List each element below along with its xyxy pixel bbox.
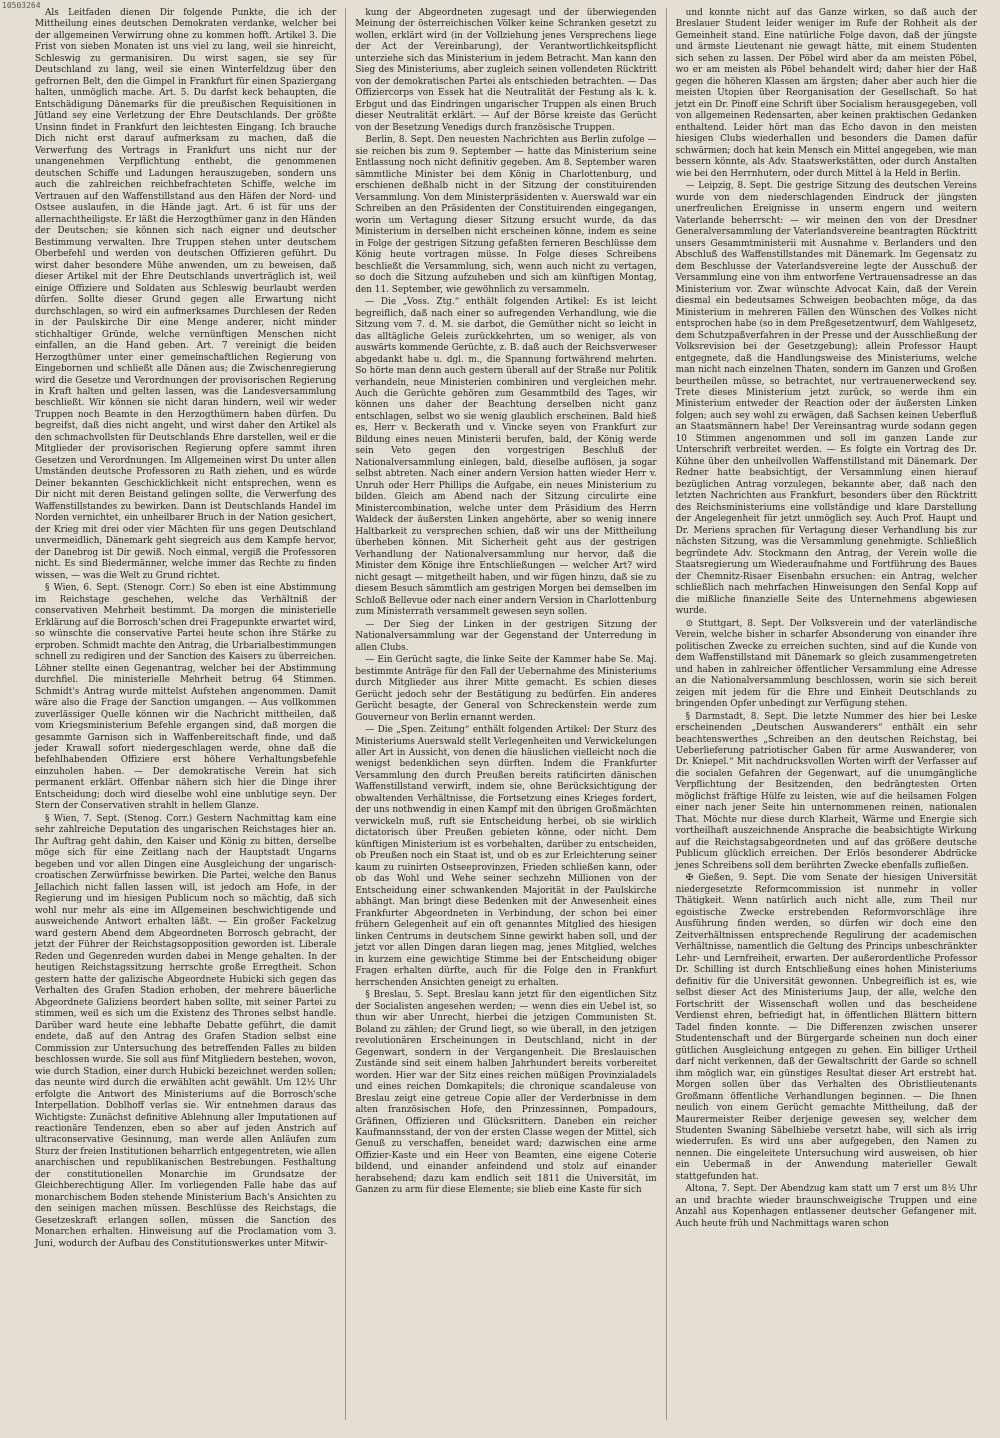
- paragraph: kung der Abgeordneten zugesagt und der überwiegenden Meinung der österreichischen Völker keine Schranken gesetzt zu wollen, erklärt wird (in der Vollziehung jenes Versprechens liege der Act der Vereinbarung), der Verantwortlichkeitspflicht unterziehe sich das Ministerium in jedem Betracht. Man kann den Sieg des Ministeriums, aber zugleich seinen vollendeten Rücktritt von der demokratischen Partei als entschieden betrachten. — Das Offiziercorps von Essek hat die Neutralität der Festung als k. k. Erbgut und das Eindringen ungarischer Truppen als einen Bruch dieser Neutralität erklärt. — Auf der Börse kreiste das Gerücht von der Besetzung Venedigs durch französische Truppen.: [355, 8, 657, 133]
- paragraph: — Der Sieg der Linken in der gestrigen Sitzung der Nationalversammlung war der Gegenstand der Unterredung in allen Clubs.: [355, 619, 657, 653]
- paragraph: — Ein Gerücht sagte, die linke Seite der Kammer habe Se. Maj. bestimmte Anträge für den Fall der Uebernahme des Ministeriums durch Mitglieder aus ihrer Mitte gemacht. Es schien dieses Gerücht jedoch sehr der Bestätigung zu bedürfen. Ein anderes Gerücht besagte, der General von Schreckenstein werde zum Gouverneur von Berlin ernannt werden.: [355, 655, 657, 723]
- column-2: [346, 8, 666, 1420]
- paragraph: — Leipzig, 8. Sept. Die gestrige Sitzung des deutschen Vereins wurde von dem niederschlagenden Eindruck der jüngsten unerfreulichen Ereignisse in unserm engern und weitern Vaterlande beherrscht: — wir meinen den von der Dresdner Generalversammlung der Vaterlandsvereine beantragten Rücktritt unsers Gesammtministerii mit Ausnahme v. Berlanders und den Abschluß des Waffenstillstandes mit Dänemark. Im Gegensatz zu dem Beschlusse der Vaterlandsvereine legte der Ausschuß der Versammlung eine von ihm entworfene Vertrauensadresse an das Ministerium vor. Zwar wünschte Advocat Kain, daß der Verein diesmal ein bedeutsames Schweigen beobachten möge, da das Ministerium in mehreren Fällen den Wünschen des Volkes nicht entsprochen habe (so in dem Preßgesetzentwurf, dem Wahlgesetz, dem Schutzpaßverfahren in der Presse und der Ausschließung der Volksrevision bei der Gesetzgebung); allein Professor Haupt entgegnete, daß die Handlungsweise des Ministeriums, welche man nicht nach einzelnen Thaten, sondern im Ganzen und Großen beurtheilen müsse, so betrachtet, nur vertrauenerweckend sey. Trete dieses Ministerium jetzt zurück, so werde ihm ein Ministerium entweder der Reaction oder der äußersten Linken folgen; auch sey wohl zu erwägen, daß Sachsen keinen Ueberfluß an Staatsmännern habe! Der Vereinsantrag wurde sodann gegen 10 Stimmen angenommen und soll im ganzen Lande zur Unterschrift verbreitet werden. — Es folgte ein Vortrag des Dr. Kühne über den unheilvollen Waffenstillstand mit Dänemark. Der Redner hatte beabsichtigt, der Versammlung einen hierauf bezüglichen Antrag vorzulegen, bekannte aber, daß nach den letzten Nachrichten aus Frankfurt, besonders über den Rücktritt des Reichsministeriums eine vollständige und klare Darstellung der Angelegenheit für jetzt unmöglich sey. Auch Prof. Haupt und Dr. Meriens sprachen für Vertagung dieser Verhandlung bis zur nächsten Sitzung, was die Versammlung genehmigte. Schließlich begründete Adv. Stockmann den Antrag, der Verein wolle die Staatsregierung um Wiederaufnahme und Fortführung des Baues der Chemnitz-Risaer Eisenbahn ersuchen: ein Antrag, welcher schließlich nach mehrfachen Hinweisungen den Senfal Kopp auf die mißliche finanzielle Seite des Unternehmens abgewiesen wurde.: [675, 181, 977, 617]
- paragraph: ⊙ Stuttgart, 8. Sept. Der Volksverein und der vaterländische Verein, welche bisher in scharfer Absonderung von einander ihre politischen Zwecke zu erreichen suchten, sind auf die Kunde von dem Waffenstillstand mit Dänemark so gleich zusammengetreten und haben in zahlreicher öffentlicher Versammlung eine Adresse an die Nationalversammlung beschlossen, worin sie sich bereit zeigen mit jedem für die Ehre und Einheit Deutschlands zu bringenden Opfer unbedingt zur Verfügung stehen.: [675, 618, 977, 710]
- paragraph: § Darmstadt, 8. Sept. Die letzte Nummer des hier bei Leske erscheinenden „Deutschen Auswanderers“ enthält ein sehr beachtenswerthes „Schreiben an den deutschen Reichstag, bei Ueberlieferung patriotischer Gaben für arme Auswanderer, von Dr. Kniepel.“ Mit nachdrucksvollen Worten wirft der Verfasser auf die socialen Gefahren der Gegenwart, auf die unumgängliche Verpflichtung der Besitzenden, den bedrängtesten Orten möglichst fräftige Hülfe zu leisten, wie auf die heilsamen Folgen einer nach jener Seite hin unternommenen reinen, nationalen That. Möchte nur diese durch Klarheit, Wärme und Energie sich vortheilhaft auszeichnende Ansprache die beabsichtigte Wirkung auf die Reichstagsabgeordneten und auf das größere deutsche Publicum glücklich erreichen. Der Erlös besonderer Abdrücke jenes Schreibens soll dem berührten Zwecke ebenfalls zufließen.: [675, 711, 977, 871]
- paragraph: Altona, 7. Sept. Der Abendzug kam statt um 7 erst um 8½ Uhr an und brachte wieder braunschweigische Truppen und eine Anzahl aus Kopenhagen entlassener deutscher Gefangener mit. Auch heute früh und Nachmittags waren schon: [675, 1184, 977, 1229]
- paragraph: — Die „Spen. Zeitung“ enthält folgenden Artikel: Der Sturz des Ministeriums Auerswald stellt Verlegenheiten und Verwickelungen aller Art in Aussicht, von denen die häuslichen vielleicht noch die wenigst bedenklichen seyn dürften. Indem die Frankfurter Versammlung den durch Preußen bereits ratificirten dänischen Waffenstillstand verwirft, indem sie, ohne Berücksichtigung der obwaltenden Verhältnisse, die Fortsetzung eines Krieges fordert, der uns nothwendig in einen Kampf mit den übrigen Großmächten verwickeln muß, ruft sie Entscheidung herbei, ob sie wirklich dictatorisch über Preußen gebieten könne, oder nicht. Dem künftigen Ministerium ist es vorbehalten, darüber zu entscheiden, ob Preußen noch ein Staat ist, und ob es zur Erleichterung seiner kaum zu ruinirten Ostseeprovinzen, Frieden schließen kann, oder ob das Wohl und Wehe seiner sechzehn Millionen von der Entscheidung einer schwankenden Majorität in der Paulskirche abhängt. Man bringt diese Bedenken mit der Anwesenheit eines Frankfurter Abgeordneten in Verbindung, der schon bei einer frühern Gelegenheit auf ein oft genanntes Mitglied des hiesigen linken Centrums in deutschem Sinne gewirkt haben soll, und der jetzt vor allen Dingen daran liegen mag, jenes Mitglied, welches in kurzem eine gewichtige Stimme bei der Entscheidung obiger Fragen erhalten dürfte, auch für die Folge den in Frankfurt herrschenden Ansichten geneigt zu erhalten.: [355, 725, 657, 988]
- paragraph: Als Leitfaden dienen Dir folgende Punkte, die ich der Mittheilung eines deutschen Demokraten verdanke, welcher bei der allgemeinen Verwirrung ohne zu kommen hofft. Artikel 3. Die Frist von sieben Monaten ist uns viel zu lang, weil sie hinreicht, Schleswig zu germanisiren. Du wirst sagen, sie sey für Deutschland zu lang, weil sie einen Winterfeldzug über den gefrornen Belt, den die Gimpel in Frankfurt für einen Spaziergang halten, unmöglich mache. Art. 5. Du darfst keck behaupten, die Entschädigung Dänemarks für die preußischen Requisitionen in Jütland sey eine Verletzung der Ehre Deutschlands. Der größte Unsinn findet in Frankfurt den leichtesten Eingang. Ich brauche Dich nicht erst darauf aufmerksam zu machen, daß die Verwerfung des Vertrags in Frankfurt uns nicht nur der unangenehmen Verpflichtung enthebt, die genommenen deutschen Schiffe und Ladungen herauszugeben, sondern uns auch die zahlreichen reichbefrachteten Schiffe, welche im Vertrauen auf den Waffenstillstand aus den Häfen der Nord- und Ostsee auslaufen, in die Hände jagt. Art. 6 ist für uns der allernachtheiligste. Er läßt die Herzogthümer ganz in den Händen der Deutschen; sie können sich nach eigner und deutscher Bestimmung verwalten. Ihre Truppen stehen unter deutschem Oberbefehl und werden von deutschen Offizieren geführt. Du wirst daher besondere Mühe anwenden, um zu beweisen, daß dieser Artikel mit der Ehre Deutschlands unverträglich ist, weil einige Offiziere und Soldaten aus Schleswig beurlaubt werden dürfen. Sollte dieser Grund gegen alle Erwartung nicht durchschlagen, so wird ein aufmerksames Durchlesen der Reden in der Paulskirche Dir eine Menge anderer, nicht minder stichhaltiger Gründe, welche vernünftigen Menschen nicht einfallen, an die Hand geben. Art. 7 vereinigt die beiden Herzogthümer unter einer gemeinschaftlichen Regierung von Eingebornen und schließt alle Dänen aus; die Zwischenregierung wird die Gesetze und Verordnungen der provisorischen Regierung in Kraft halten und gelten lassen, was die Landesversammlung beschließt. Wir können sie nicht daran hindern, weil wir weder Truppen noch Beamte in den Herzogthümern haben dürfen. Du begreifst, daß dies nicht angeht, und wirst daher den Artikel als den schmachvollsten für Deutschlands Ehre darstellen, weil er die Mitglieder der provisorischen Regierung opfere sammt ihren Gesetzen und Verordnungen. Im Allgemeinen wirst Du unter allen Umständen deutsche Professoren zu Rath ziehen, und es würde Deiner bekannten Geschicklichkeit nicht entsprechen, wenn es Dir nicht mit deren Beistand gelingen sollte, die Verwerfung des Waffenstillstandes zu bewirken. Dann ist Deutschlands Handel im Norden vernichtet, ein unheilbarer Bruch in der Nation gesichert, der Krieg mit drei oder vier Mächten für uns gegen Deutschland unvermeidlich, Dänemark geht siegreich aus dem Kampfe hervor, der Danebrog ist Dir gewiß. Noch einmal, vergiß die Professoren nicht. Es sind Biedermänner, welche immer das Rechte zu finden wissen, — was die Welt zu Grund richtet.: [35, 8, 337, 581]
- paragraph: § Wien, 7. Sept. (Stenog. Corr.) Gestern Nachmittag kam eine sehr zahlreiche Deputation des ungarischen Reichstages hier an. Ihr Auftrag geht dahin, den Kaiser und König zu bitten, derselbe möge sich für eine Zeitlang nach der Hauptstadt Ungarns begeben und vor allen Dingen eine Ausgleichung der ungarisch-croatischen Zerwürfnisse bewirken. Die Partei, welche den Banus Jellachich nicht fallen lassen will, ist jedoch am Hofe, in der Regierung und im hiesigen Publicum noch so mächtig, daß sich wohl nur mehr als eine im Allgemeinen beschwichtigende und ausweichende Antwort erhalten läßt. — Ein großer Fackelzug ward gestern Abend dem Abgeordneten Borrosch gebracht, der jetzt der Führer der Reichstagsopposition geworden ist. Liberale Reden und Gegenreden wurden dabei in Menge gehalten. In der heutigen Reichstagssitzung herrschte große Erregtheit. Schon gestern hatte der galizische Abgeordnete Hubicki sich gegen das Verhalten des Grafen Stadion erhoben, der mehrere bäuerliche Abgeordnete Galiziens beordert haben sollte, mit seiner Partei zu stimmen, weil es sich um die Existenz des Thrones selbst handle. Darüber ward heute eine lebhafte Debatte geführt, die damit endete, daß auf den Antrag des Grafen Stadion selbst eine Commission zur Untersuchung des betreffenden Falles zu bilden beschlossen wurde. Sie soll aus fünf Mitgliedern bestehen, wovon, wie durch Stadion, einer durch Hubicki bezeichnet werden sollen; das neunte wird durch die erwählten acht gewählt. Um 12½ Uhr erfolgte die Antwort des Ministeriums auf die Borrosch'sche Interpellation. Doblhoff verlas sie. Wir entnehmen daraus das Wichtigste: Zunächst definitive Ablehnung aller Imputationen auf reactionäre Tendenzen, eben so aber auf jeden Anstrich auf ultraconservative Gesinnung, man werde allen Anläufen zum Sturz der freien Institutionen beharrlich entgegentreten, wie allen anarchischen und republikanischen Bestrebungen. Festhaltung der constitutionellen Monarchie im Grundsatze der Gleichberechtigung Aller. Im vorliegenden Falle habe das auf monarchischem Boden stehende Ministerium Bach's Ansichten zu den seinigen machen müssen. Beschlüsse des Reichstags, die Gesetzeskraft erlangen sollen, müssen die Sanction des Monarchen erhalten. Hinweisung auf die Proclamation vom 3. Juni, wodurch der Aufbau des Constitutionswerkes unter Mitwir-: [35, 813, 337, 1249]
- paragraph: § Wien, 6. Sept. (Stenogr. Corr.) So eben ist eine Abstimmung im Reichstage geschehen, welche das Verhältniß der conservativen Mehrheit bestimmt. Da morgen die ministerielle Erklärung auf die Borrosch'schen drei Fragepunkte erwartet wird, so wünschte die conservative Partei heute schon ihre Stärke zu erproben. Schmidt machte den Antrag, die Urbarialbestimmungen schnell zu redigiren und der Sanction des Kaisers zu überreichen. Löhner stellte einen Gegenantrag, welcher bei der Abstimmung durchfiel. Die ministerielle Mehrheit betrug 64 Stimmen. Schmidt's Antrag wurde mittelst Aufstehen angenommen. Damit wäre also die Frage der Sanction umgangen. — Aus vollkommen zuverlässiger Quelle können wir die Nachricht mittheilen, daß vom Kriegsministerium Befehle ergangen sind, daß morgen die gesammte Garnison sich in Waffenbereitschaft finde, und daß jeder Krawall sofort niedergeschlagen werde, ohne daß die befehlhabenden Offiziere erst höhere Verhaltungsbefehle einzuholen haben. — Der demokratische Verein hat sich permanent erklärt. Offenbar nähern sich hier die Dinge ihrer Entscheidung; doch wird dieselbe wohl eine unblutige seyn. Der Stern der Conservativen strahlt in hellem Glanze.: [35, 583, 337, 812]
- column-1: [26, 8, 346, 1420]
- paragraph: ✠ Gießen, 9. Sept. Die vom Senate der hiesigen Universität niedergesetzte Reformcommission ist nunmehr in voller Thätigkeit. Wenn natürlich auch nicht alle, zum Theil nur egoistische Zwecke erstrebenden Reformvorschläge ihre Ausführung finden werden, so dürfen wir doch eine den Zeitverhältnissen entsprechende Regulirung der academischen Verhältnisse, namentlich die Geltung des Princips unbeschränkter Lehr- und Lernfreiheit, erwarten. Der außerordentliche Professor Dr. Schilling ist durch Entschließung eines hohen Ministeriums definitiv für die Universität gewonnen. Unbegreiflich ist es, wie selbst dieser Act des Ministeriums Jaup, der alle, welche den Fortschritt der Wissenschaft wollen und das bescheidene Verdienst ehren, befriedigt hat, in öffentlichen Blättern bittern Tadel finden konnte. — Die Differenzen zwischen unserer Studentenschaft und der Bürgergarde scheinen nun doch einer gütlichen Ausgleichung entgegen zu gehen. Ein billiger Urtheil darf nicht verkennen, daß der Gewaltschritt der Garde so schnell ihm möglich war, ein günstiges Resultat dieser Art erstrebt hat. Morgen sollen über das Verhalten des Obristlieutenants Großmann öffentliche Verhandlungen beginnen. — Die Ihnen neulich von einem Gerücht gemachte Mittheilung, daß der Maurermeister Reiber derjenige gewesen sey, welcher dem Studenten Swaning Säbelhiebe versetzt habe, will sich als irrig wiederrufen. Es wird uns aber aufgegeben, den Namen zu nennen. Die eingeleitete Untersuchung wird ausweisen, ob hier ein Uebermaß in der Anwendung materieller Gewalt stattgefunden hat.: [675, 873, 977, 1182]
- paragraph: und konnte nicht auf das Ganze wirken, so daß auch der Breslauer Student leider weniger im Rufe der Rohheit als der Gemeinheit stand. Eine natürliche Folge davon, daß der jüngste und ärmste Lieutenant nie gewagt hätte, mit einem Studenten sich sehen zu lassen. Der Pöbel wird aber da am meisten Pöbel, wo er am meisten als Pöbel behandelt wird; daher hier der Haß gegen die höheren Klassen am ärgsten; daher aber auch hier die meisten Utopien über Reorganisation der Gesellschaft. So hat jetzt ein Dr. Pinoff eine Schrift über Socialism herausgegeben, voll von allgemeinen Redensarten, aber keinen praktischen Gedanken enthaltend. Leider hört man das Echo davon in den meisten hiesigen Clubs wiederhallen und besonders die Damen dafür schwärmen; doch hat kein Mensch ein Mittel angegeben, wie man bessern könnte, als Adv. Staatswerkstätten, oder durch Anstalten wie bei den Herrnhutern, oder durch Mittel à la Held in Berlin.: [675, 8, 977, 179]
- column-3: [667, 8, 986, 1420]
- paragraph: — Die „Voss. Ztg.“ enthält folgenden Artikel: Es ist leicht begreiflich, daß nach einer so aufregenden Verhandlung, wie die Sitzung vom 7. d. M. sie darbot, die Gemüther nicht so leicht in das alltägliche Geleis zurückkehrten, um so weniger, als von auswärts kommende Gerüchte, z. B. daß auch der Reichsverweser abgedankt habe u. dgl. m., die Spannung fortwährend mehrten. So hörte man denn auch gestern überall auf der Straße nur Politik verhandeln, neue Ministerien combiniren und vergleichen mehr. Auch die Gerüchte gehören zum Gesammtbild des Tages, wir können uns daher der Beachtung derselben nicht ganz entschlagen, selbst wo sie wenig glaublich erscheinen. Bald hieß es, Herr v. Beckerath und v. Vincke seyen von Frankfurt zur Bildung eines neuen Ministerii berufen, bald, der König werde sein Veto gegen den vorgestrigen Beschluß der Nationalversammlung einlegen, bald, dieselbe auflösen, ja sogar selbst abtreten. Nach einer andern Version hatten wieder Herr v. Unruh oder Herr Phillips die Aufgabe, ein neues Ministerium zu bilden. Gleich am Abend nach der Sitzung circulirte eine Ministercombination, welche unter dem Präsidium des Herrn Waldeck der äußersten Linken angehörte, aber so wenig innere Haltbarkeit zu versprechen schien, daß wir uns der Mittheilung überheben können. Mit Sicherheit geht aus der gestrigen Verhandlung der Nationalversammlung nur hervor, daß die Minister dem Könige ihre Entschließungen — welcher Art? wird nicht gesagt — mitgetheilt haben, und wir fügen hinzu, daß sie zu diesem Besuch sämmtlich am gestrigen Morgen bei demselben im Schloß Bellevue oder nach einer andern Version in Charlottenburg zum Ministerrath versammelt gewesen seyn sollen.: [355, 297, 657, 618]
- paragraph: Berlin, 8. Sept. Den neuesten Nachrichten aus Berlin zufolge — sie reichen bis zum 9. September — hatte das Ministerium seine Entlassung noch nicht definitiv gegeben. Am 8. September waren sämmtliche Minister bei dem König in Charlottenburg, und erschienen deßhalb nicht in der Sitzung der constituirenden Versammlung. Von dem Ministerpräsidenten v. Auerswald war ein Schreiben an den Präsidenten der Constituirenden eingegangen, worin um Vertagung dieser Sitzung ersucht wurde, da das Ministerium in derselben nicht erscheinen könne, indem es seine in Folge der gestrigen Sitzung gefaßten ferneren Beschlüsse dem König heute vortragen müsse. In Folge dieses Schreibens beschließt die Versammlung, sich, wenn auch nicht zu vertagen, so doch die Sitzung aufzuheben und sich am künftigen Montag, den 11. September, wie gewöhnlich zu versammeln.: [355, 135, 657, 295]
- text-columns: [26, 8, 986, 1420]
- page-id: 10503264: [2, 1, 41, 10]
- paragraph: § Breslau, 5. Sept. Breslau kann jetzt für den eigentlichen Sitz der Socialisten angesehen werden; — wenn dies ein Uebel ist, so thun wir aber Unrecht, hierbei die jetzigen Communisten St. Boland zu zählen; der Grund liegt, so wie überall, in den jetzigen revolutionären Erscheinungen in Deutschland, nicht in der Gegenwart, sondern in der Vergangenheit. Die Breslauischen Zustände sind seit einem halben Jahrhundert bereits vorbereitet worden. Hier war der Sitz eines reichen müßigen Provinzialadels und eines reichen Domkapitels; die chronique scandaleuse von Breslau zeigt eine getreue Copie aller der Verderbnisse in dem alten französischen Hofe, den Prinzessinnen, Pompadours, Gräfinen, Offizieren und Glücksrittern. Daneben ein reicher Kaufmannsstand, der von der ersten Classe wegen der Mittel, sich Genuß zu verschaffen, beneidet ward; dazwischen eine arme Offizier-Kaste und ein Heer von Beamten, eine eigene Coterie bildend, und einander anfeindend und stolz auf einander herabsehend; dazu kam endlich seit 1811 die Universität, im Ganzen zu arm für diese Elemente; sie blieb eine Kaste für sich: [355, 990, 657, 1196]
